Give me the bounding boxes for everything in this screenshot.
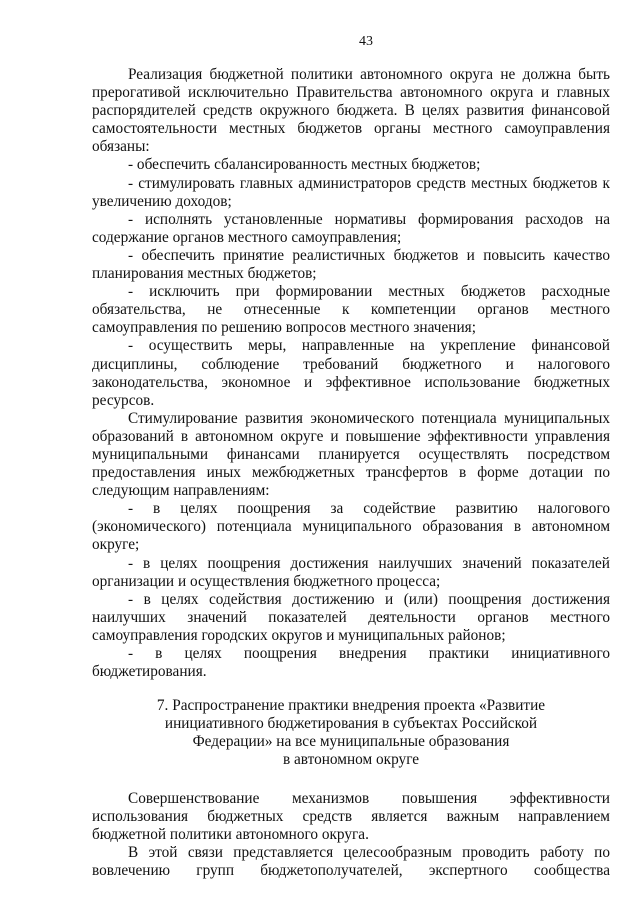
paragraph-stimulation: Стимулирование развития экономического потенциала муниципальных образований в автономном округе и повышение эффективности управления муниципальными финансами планируется осуществлять посредством предоставления иных межбюджетных трансфертов в форме дотации по следующим направлениям: (92, 409, 610, 500)
heading-line: 7. Распространение практики внедрения проекта «Развитие (156, 697, 546, 715)
paragraph-improvement: Совершенствование механизмов повышения эффективности использования бюджетных средств является важным направлением бюджетной политики автономного округа. (92, 789, 610, 843)
list-item: - обеспечить принятие реалистичных бюджетов и повысить качество планирования местных бюджетов; (92, 246, 610, 283)
list-item: - исполнять установленные нормативы формирования расходов на содержание органов местного самоуправления; (92, 210, 610, 246)
list-item: - исключить при формировании местных бюджетов расходные обязательства, не отнесенные к компетенции органов местного самоуправления по решению вопросов местного значения; (92, 283, 610, 337)
heading-line: в автономном округе (282, 751, 420, 769)
document-body (92, 66, 610, 880)
list-item: - в целях поощрения внедрения практики инициативного бюджетирования. (92, 645, 610, 681)
heading-line: Федерации» на все муниципальные образования (192, 733, 510, 751)
heading-line: инициативного бюджетирования в субъектах Российской (164, 715, 538, 733)
paragraph-intro: Реализация бюджетной политики автономного округа не должна быть прерогативой исключительно Правительства автономного округа и главных распорядителей средств окружного бюджета. В целях развития финансовой самостоятельности местных бюджетов органы местного самоуправления обязаны: (92, 66, 610, 156)
page-number: 43 (359, 34, 373, 49)
section-heading (92, 697, 610, 769)
paragraph-involvement: В этой связи представляется целесообразным проводить работу по вовлечению групп бюджетополучателей, экспертного сообщества (92, 843, 610, 879)
list-item: - обеспечить сбалансированность местных бюджетов; (128, 156, 481, 174)
list-item: - в целях содействия достижению и (или) поощрения достижения наилучших значений показателей деятельности органов местного самоуправления городских округов и муниципальных районов; (92, 590, 610, 644)
list-item: - стимулировать главных администраторов средств местных бюджетов к увеличению доходов; (92, 174, 610, 210)
list-item: - осуществить меры, направленные на укрепление финансовой дисциплины, соблюдение требований бюджетного и налогового законодательства, экономное и эффективное использование бюджетных ресурсов. (92, 337, 610, 409)
list-item: - в целях поощрения достижения наилучших значений показателей организации и осуществления бюджетного процесса; (92, 554, 610, 590)
list-item: - в целях поощрения за содействие развитию налогового (экономического) потенциала муниципального образования в автономном округе; (92, 500, 610, 554)
